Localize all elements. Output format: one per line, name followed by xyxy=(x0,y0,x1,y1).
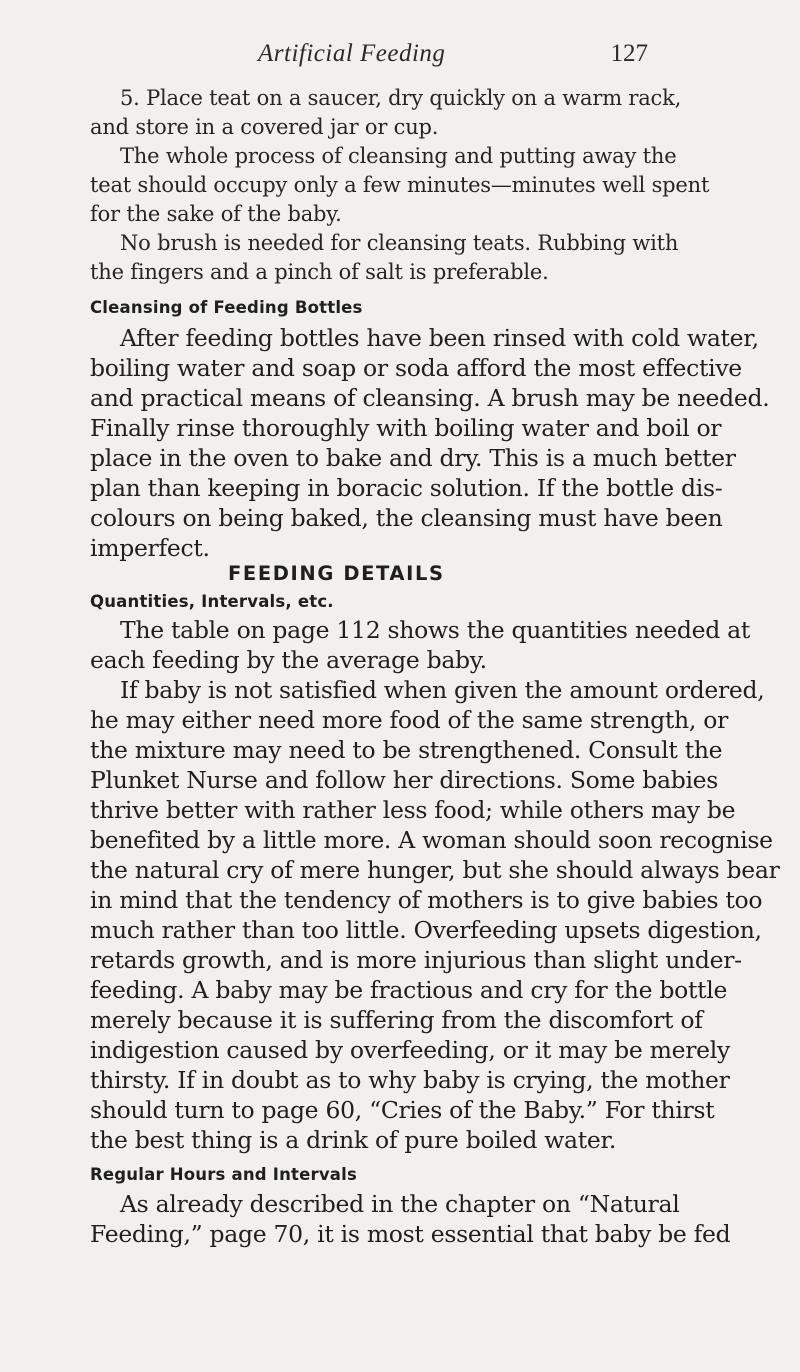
text-line: teat should occupy only a few minutes—minutes well spent xyxy=(90,173,710,197)
quantities-heading: Quantities, Intervals, etc. xyxy=(90,592,334,611)
text-line: The whole process of cleansing and putting away the xyxy=(120,144,677,168)
text-line: No brush is needed for cleansing teats. Rubbing with xyxy=(120,231,679,255)
text-line: the natural cry of mere hunger, but she should always bear xyxy=(90,856,780,884)
text-line: imperfect. xyxy=(90,534,210,562)
text-line: the best thing is a drink of pure boiled water. xyxy=(90,1126,617,1154)
text-line: feeding. A baby may be fractious and cry for the bottle xyxy=(90,976,728,1004)
text-line: As already described in the chapter on “Natural xyxy=(120,1190,680,1218)
text-line: merely because it is suffering from the discomfort of xyxy=(90,1006,703,1034)
text-line: thirsty. If in doubt as to why baby is crying, the mother xyxy=(90,1066,730,1094)
running-title: Artificial Feeding xyxy=(258,40,446,67)
text-line: benefited by a little more. A woman should soon recognise xyxy=(90,826,773,854)
text-line: the fingers and a pinch of salt is preferable. xyxy=(90,260,549,284)
text-line: boiling water and soap or soda afford the most effective xyxy=(90,354,742,382)
text-line: place in the oven to bake and dry. This is a much better xyxy=(90,444,736,472)
text-line: colours on being baked, the cleansing must have been xyxy=(90,504,723,532)
text-line: If baby is not satisfied when given the amount ordered, xyxy=(120,676,765,704)
text-line: and practical means of cleansing. A brush may be needed. xyxy=(90,384,770,412)
text-line: indigestion caused by overfeeding, or it may be merely xyxy=(90,1036,730,1064)
text-line: and store in a covered jar or cup. xyxy=(90,115,439,139)
text-line: much rather than too little. Overfeeding upsets digestion, xyxy=(90,916,762,944)
text-line: Feeding,” page 70, it is most essential that baby be fed xyxy=(90,1220,731,1248)
text-line: thrive better with rather less food; while others may be xyxy=(90,796,736,824)
text-line: Plunket Nurse and follow her directions. Some babies xyxy=(90,766,719,794)
text-line: the mixture may need to be strengthened. Consult the xyxy=(90,736,723,764)
text-line: 5. Place teat on a saucer, dry quickly on a warm rack, xyxy=(120,86,682,110)
text-line: After feeding bottles have been rinsed with cold water, xyxy=(120,324,759,352)
text-line: retards growth, and is more injurious than slight under- xyxy=(90,946,742,974)
running-head xyxy=(258,40,648,70)
page-number: 127 xyxy=(610,40,648,67)
feeding-details-title: FEEDING DETAILS xyxy=(228,562,445,585)
text-line: plan than keeping in boracic solution. If the bottle dis- xyxy=(90,474,723,502)
cleansing-bottles-heading: Cleansing of Feeding Bottles xyxy=(90,298,363,317)
text-line: in mind that the tendency of mothers is to give babies too xyxy=(90,886,763,914)
text-line: The table on page 112 shows the quantities needed at xyxy=(120,616,751,644)
regular-hours-heading: Regular Hours and Intervals xyxy=(90,1165,358,1184)
text-line: for the sake of the baby. xyxy=(90,202,342,226)
text-line: should turn to page 60, “Cries of the Baby.” For thirst xyxy=(90,1096,715,1124)
text-line: he may either need more food of the same strength, or xyxy=(90,706,729,734)
text-line: Finally rinse thoroughly with boiling water and boil or xyxy=(90,414,722,442)
text-line: each feeding by the average baby. xyxy=(90,646,487,674)
